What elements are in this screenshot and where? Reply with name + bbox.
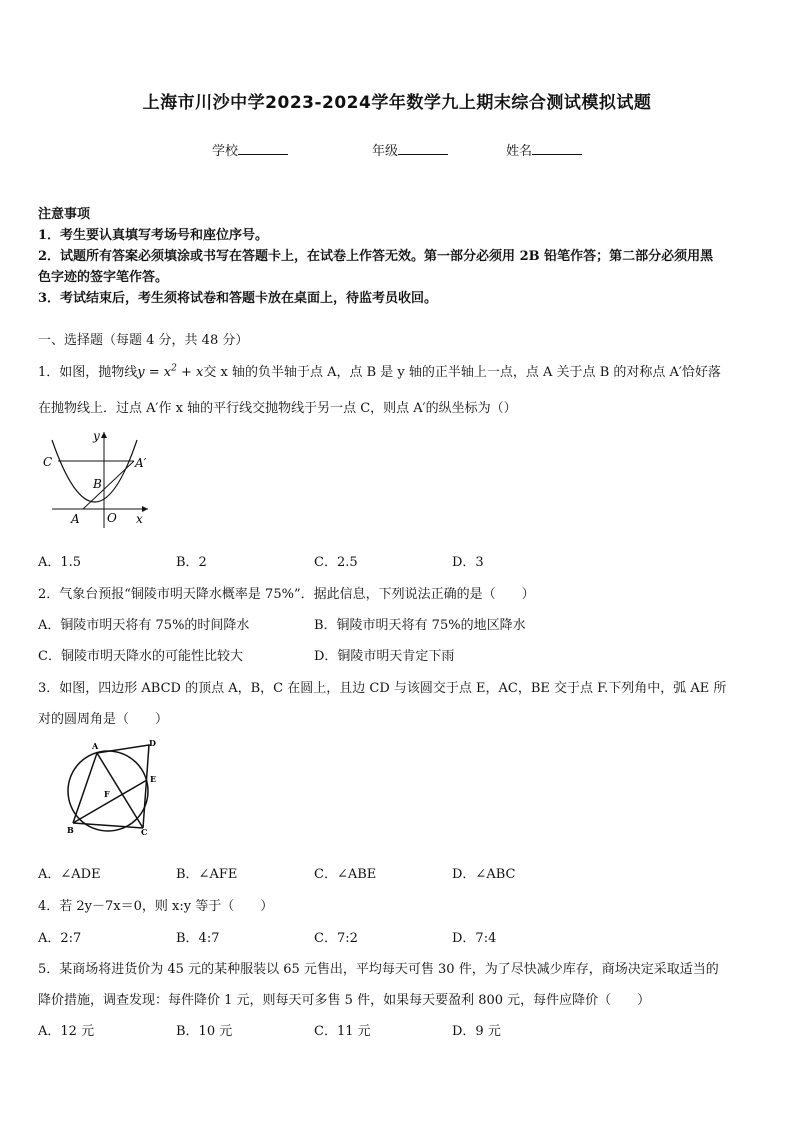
label-B: B <box>93 477 102 491</box>
q3-option-b[interactable]: B．∠AFE <box>176 867 238 882</box>
note-item: 2．试题所有答案必须填涂或书写在答题卡上，在试卷上作答无效。第一部分必须用 2B 铅笔作答；第二部分必须用黑 <box>38 249 714 264</box>
question-4-stem: 4．若 2y－7x＝0，则 x:y 等于（ ） <box>38 899 274 914</box>
q1-option-c[interactable]: C．2.5 <box>314 555 358 570</box>
question-2-stem: 2．气象台预报“铜陵市明天降水概率是 75%”．据此信息，下列说法正确的是（ ） <box>38 587 535 602</box>
label-O: O <box>107 511 117 525</box>
question-1-stem-line2: 在抛物线上．过点 A′作 x 轴的平行线交抛物线于另一点 C，则点 A′的纵坐标为（） <box>38 401 517 416</box>
q4-option-b[interactable]: B．4:7 <box>176 931 220 946</box>
grade-field[interactable] <box>372 140 448 159</box>
note-item: 色字迹的签字笔作答。 <box>38 270 169 285</box>
label-C: C <box>141 827 148 837</box>
q2-option-c[interactable]: C．铜陵市明天降水的可能性比较大 <box>38 649 243 664</box>
q2-option-a[interactable]: A．铜陵市明天将有 75%的时间降水 <box>38 618 250 633</box>
q2-option-b[interactable]: B．铜陵市明天将有 75%的地区降水 <box>314 618 526 633</box>
page-title: 上海市川沙中学2023-2024学年数学九上期末综合测试模拟试题 <box>142 93 652 113</box>
q4-option-a[interactable]: A．2:7 <box>38 931 82 946</box>
q1-option-b[interactable]: B．2 <box>176 555 207 570</box>
label-A-prime: A′ <box>135 456 147 470</box>
q5-option-b[interactable]: B．10 元 <box>176 1024 233 1039</box>
label-y: y <box>93 429 100 443</box>
label-D: D <box>149 738 156 748</box>
line-B-C <box>73 823 143 828</box>
q4-option-c[interactable]: C．7:2 <box>314 931 358 946</box>
circle-figure <box>62 736 166 838</box>
label-x: x <box>136 512 143 526</box>
label-A: A <box>71 512 80 526</box>
parabola-curve <box>52 440 137 502</box>
q5-option-d[interactable]: D．9 元 <box>452 1024 501 1039</box>
label-B: B <box>67 825 74 835</box>
name-label: 姓名 <box>506 144 533 159</box>
q5-option-c[interactable]: C．11 元 <box>314 1024 371 1039</box>
q5-option-a[interactable]: A．12 元 <box>38 1024 95 1039</box>
question-5-stem-line2: 降价措施，调查发现：每件降价 1 元，则每天可多售 5 件，如果每天要盈利 800 元，每件应降价（ ） <box>38 993 651 1008</box>
q1-stem-rest: 交 x 轴的负半轴于点 A，点 B 是 y 轴的正半轴上一点，点 A 关于点 B 的对称点 A′恰好落 <box>203 365 721 380</box>
question-5-stem: 5．某商场将进货价为 45 元的某种服装以 65 元售出，平均每天可售 30 件，为了尽快减少库存，商场决定采取适当的 <box>38 962 719 977</box>
parabola-figure <box>38 428 156 530</box>
label-E: E <box>150 774 157 784</box>
notes-heading: 注意事项 <box>38 207 91 222</box>
note-item: 1．考生要认真填写考场号和座位序号。 <box>38 228 269 243</box>
name-blank[interactable] <box>532 142 582 155</box>
school-blank[interactable] <box>238 142 288 155</box>
x-axis-arrow-icon <box>142 506 148 512</box>
y-axis-arrow-icon <box>101 432 107 438</box>
school-label: 学校 <box>212 144 239 159</box>
q3-option-a[interactable]: A．∠ADE <box>38 867 101 882</box>
section-heading: 一、选择题（每题 4 分，共 48 分） <box>38 333 249 348</box>
line-A-D-C <box>97 745 149 828</box>
q3-option-c[interactable]: C．∠ABE <box>314 867 377 882</box>
label-F: F <box>104 789 110 799</box>
q3-option-d[interactable]: D．∠ABC <box>452 867 516 882</box>
q1-option-a[interactable]: A．1.5 <box>38 555 82 570</box>
label-A: A <box>92 741 99 751</box>
school-field[interactable] <box>212 140 288 159</box>
q4-option-d[interactable]: D．7:4 <box>452 931 497 946</box>
question-1-stem <box>38 361 721 380</box>
question-3-stem: 3．如图，四边形 ABCD 的顶点 A，B，C 在圆上，且边 CD 与该圆交于点 E，AC，BE 交于点 F.下列角中，弧 AE 所 <box>38 681 727 696</box>
q1-stem-prefix: 1．如图，抛物线 <box>38 365 138 380</box>
note-item: 3．考试结束后，考生须将试卷和答题卡放在桌面上，待监考员收回。 <box>38 291 438 306</box>
q1-option-d[interactable]: D．3 <box>452 555 484 570</box>
q2-option-d[interactable]: D．铜陵市明天肯定下雨 <box>314 649 455 664</box>
name-field[interactable] <box>506 140 582 159</box>
label-C: C <box>43 455 53 469</box>
q1-formula: $y = x^2 + x$ <box>137 363 204 380</box>
grade-blank[interactable] <box>398 142 448 155</box>
question-3-stem-line2: 对的圆周角是（ ） <box>38 712 169 727</box>
line-A-B <box>73 753 97 823</box>
grade-label: 年级 <box>372 144 399 159</box>
line-A-Aprime <box>83 461 134 509</box>
